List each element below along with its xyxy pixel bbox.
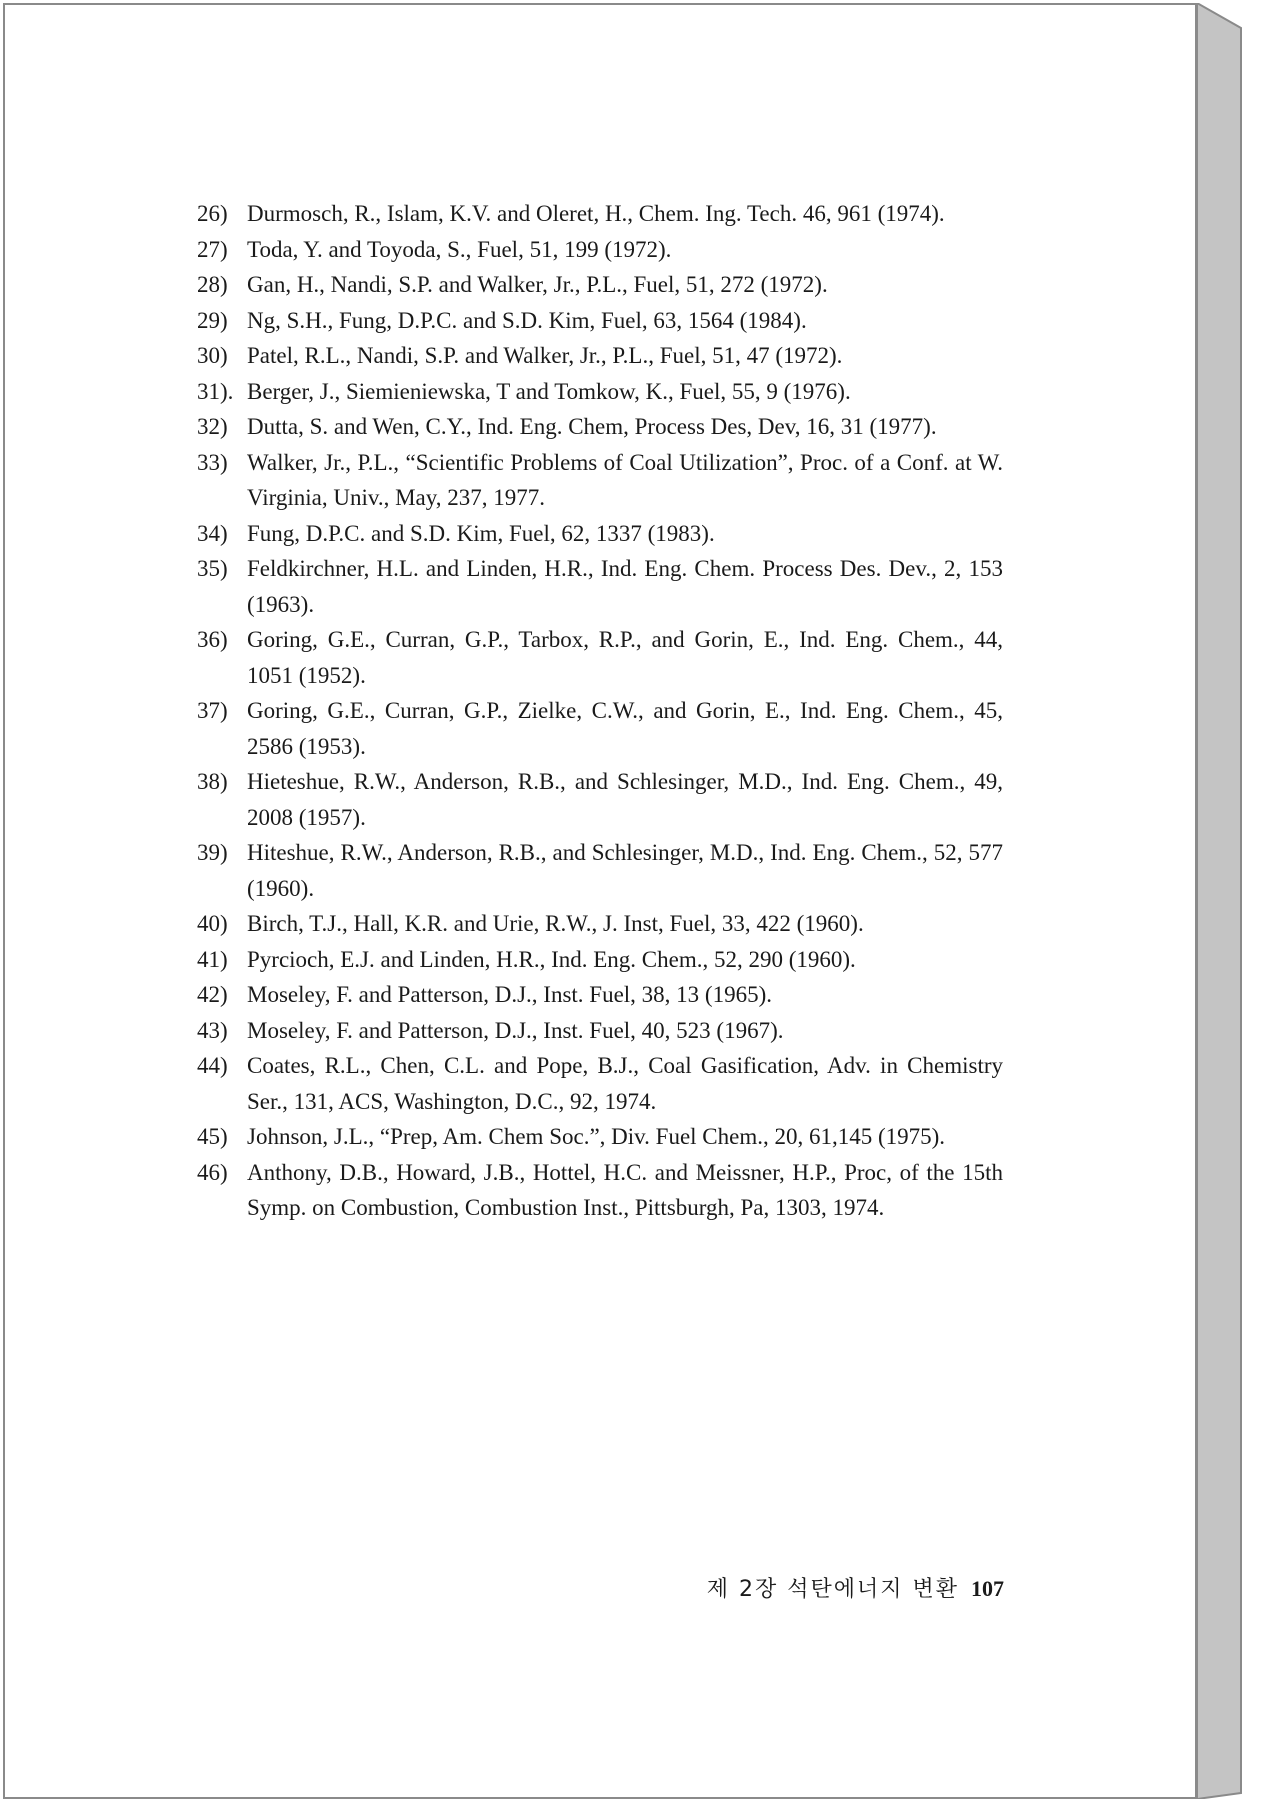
reference-number: 35) xyxy=(197,556,228,581)
reference-item xyxy=(197,1155,1003,1226)
reference-text: Ng, S.H., Fung, D.P.C. and S.D. Kim, Fuel, 63, 1564 (1984). xyxy=(247,307,807,333)
reference-text: Walker, Jr., P.L., “Scientific Problems of Coal Utilization”, Proc. of a Conf. at W. Virginia, Univ., May, 237, 1977. xyxy=(247,449,1003,510)
reference-item xyxy=(197,1119,1003,1155)
reference-number: 38) xyxy=(197,769,228,794)
reference-item xyxy=(197,1013,1003,1049)
reference-text: Durmosch, R., Islam, K.V. and Oleret, H., Chem. Ing. Tech. 46, 961 (1974). xyxy=(247,201,945,226)
reference-text: Feldkirchner, H.L. and Linden, H.R., Ind. Eng. Chem. Process Des. Dev., 2, 153 (1963). xyxy=(247,556,1003,617)
reference-text: Moseley, F. and Patterson, D.J., Inst. Fuel, 38, 13 (1965). xyxy=(247,982,772,1007)
reference-number: 29) xyxy=(197,307,228,333)
reference-number: 27) xyxy=(197,236,228,262)
reference-item xyxy=(197,232,1003,268)
reference-text: Birch, T.J., Hall, K.R. and Urie, R.W., J. Inst, Fuel, 33, 422 (1960). xyxy=(247,911,864,936)
reference-number: 41) xyxy=(197,946,228,972)
reference-text: Goring, G.E., Curran, G.P., Zielke, C.W., and Gorin, E., Ind. Eng. Chem., 45, 2586 (1953). xyxy=(247,698,1003,759)
reference-text: Toda, Y. and Toyoda, S., Fuel, 51, 199 (1972). xyxy=(247,236,672,262)
reference-item xyxy=(197,516,1003,552)
page-footer xyxy=(668,1572,1004,1603)
reference-item xyxy=(197,764,1003,835)
reference-number: 42) xyxy=(197,982,228,1007)
reference-item xyxy=(197,693,1003,764)
page-number: 107 xyxy=(971,1576,1004,1601)
reference-number: 37) xyxy=(197,698,228,723)
reference-item xyxy=(197,445,1003,516)
reference-number: 43) xyxy=(197,1017,228,1043)
reference-text: Moseley, F. and Patterson, D.J., Inst. Fuel, 40, 523 (1967). xyxy=(247,1017,784,1043)
reference-number: 26) xyxy=(197,201,228,226)
reference-text: Coates, R.L., Chen, C.L. and Pope, B.J., Coal Gasification, Adv. in Chemistry Ser., 131, ACS, Washington, D.C., 92, 1974. xyxy=(247,1053,1003,1114)
reference-item xyxy=(197,977,1003,1013)
reference-item xyxy=(197,942,1003,978)
reference-item xyxy=(197,1048,1003,1119)
reference-item xyxy=(197,196,1003,232)
reference-number: 34) xyxy=(197,520,228,546)
reference-number: 45) xyxy=(197,1124,228,1149)
chapter-title: 제 2장 석탄에너지 변환 xyxy=(706,1577,959,1602)
reference-number: 39) xyxy=(197,840,228,865)
reference-text: Berger, J., Siemieniewska, T and Tomkow, K., Fuel, 55, 9 (1976). xyxy=(247,378,851,404)
reference-number: 46) xyxy=(197,1159,228,1185)
reference-text: Johnson, J.L., “Prep, Am. Chem Soc.”, Div. Fuel Chem., 20, 61,145 (1975). xyxy=(247,1124,946,1149)
reference-item xyxy=(197,906,1003,942)
reference-number: 36) xyxy=(197,627,228,652)
page-edge-shadow xyxy=(1197,3,1253,1799)
reference-item xyxy=(197,622,1003,693)
reference-text: Gan, H., Nandi, S.P. and Walker, Jr., P.L., Fuel, 51, 272 (1972). xyxy=(247,272,828,297)
reference-item xyxy=(197,409,1003,445)
reference-number: 40) xyxy=(197,911,228,936)
reference-item xyxy=(197,835,1003,906)
reference-list xyxy=(197,196,1003,1226)
reference-item xyxy=(197,551,1003,622)
reference-item xyxy=(197,267,1003,303)
reference-text: Anthony, D.B., Howard, J.B., Hottel, H.C. and Meissner, H.P., Proc, of the 15th Symp. on Combustion, Combustion Inst., Pittsburgh, Pa, 1303, 1974. xyxy=(247,1159,1003,1220)
reference-text: Fung, D.P.C. and S.D. Kim, Fuel, 62, 1337 (1983). xyxy=(247,520,715,546)
reference-number: 31). xyxy=(197,378,234,404)
reference-text: Goring, G.E., Curran, G.P., Tarbox, R.P., and Gorin, E., Ind. Eng. Chem., 44, 1051 (1952). xyxy=(247,627,1003,688)
reference-text: Hieteshue, R.W., Anderson, R.B., and Schlesinger, M.D., Ind. Eng. Chem., 49, 2008 (1957). xyxy=(247,769,1003,830)
reference-number: 32) xyxy=(197,414,228,439)
reference-number: 33) xyxy=(197,449,228,475)
reference-item xyxy=(197,374,1003,410)
reference-text: Hiteshue, R.W., Anderson, R.B., and Schlesinger, M.D., Ind. Eng. Chem., 52, 577 (1960). xyxy=(247,840,1003,901)
reference-number: 28) xyxy=(197,272,228,297)
reference-text: Patel, R.L., Nandi, S.P. and Walker, Jr., P.L., Fuel, 51, 47 (1972). xyxy=(247,343,843,368)
reference-number: 44) xyxy=(197,1053,228,1078)
reference-text: Pyrcioch, E.J. and Linden, H.R., Ind. Eng. Chem., 52, 290 (1960). xyxy=(247,946,856,972)
reference-number: 30) xyxy=(197,343,228,368)
reference-item xyxy=(197,338,1003,374)
reference-item xyxy=(197,303,1003,339)
reference-text: Dutta, S. and Wen, C.Y., Ind. Eng. Chem, Process Des, Dev, 16, 31 (1977). xyxy=(247,414,937,439)
